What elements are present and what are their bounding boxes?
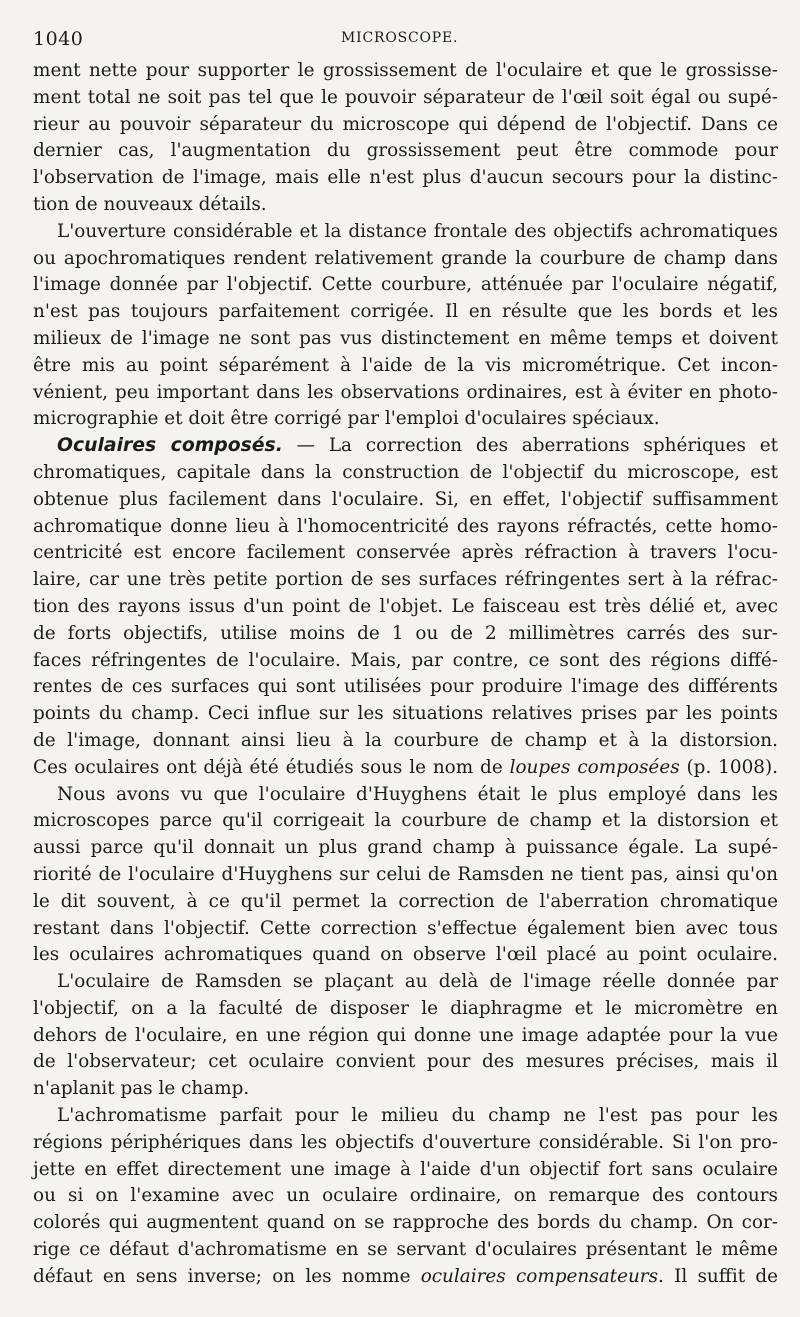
text-line: n'aplanit pas le champ. [33,1078,250,1100]
text-line: de l'observateur; cet oculaire convient pour des mesures précises, mais il [33,1051,778,1073]
text-line: l'observation de l'image, mais elle n'est plus d'aucun secours pour la distinc- [33,167,778,189]
text-line: l'image donnée par l'objectif. Cette courbure, atténuée par l'oculaire négatif, [33,274,778,296]
text-run: (p. 1008). [679,756,778,778]
text-line: micrographie et doit être corrigé par l'emploi d'oculaires spéciaux. [33,408,660,430]
text-line: vénient, peu important dans les observations ordinaires, est à éviter en photo- [33,381,778,403]
text-line: laire, car une très petite portion de ses surfaces réfringentes sert à la réfrac- [33,569,778,591]
page-header [33,28,772,52]
text-line: les oculaires achromatiques quand on observe l'œil placé au point oculaire. [33,944,778,966]
section-heading: Oculaires composés. [57,435,283,457]
text-line: tion de nouveaux détails. [33,193,267,215]
text-line: L'oculaire de Ramsden se plaçant au delà de l'image réelle donnée par [57,971,778,993]
text-line: milieux de l'image ne sont pas vus distinctement en même temps et doivent [33,327,778,349]
text-line: dehors de l'oculaire, en une région qui donne une image adaptée pour la vue [33,1024,778,1046]
italic-term: oculaires compensateurs [420,1265,659,1287]
text-line [33,433,778,460]
running-title: MICROSCOPE. [341,30,459,46]
text-run: . Il suffit de [658,1265,778,1287]
text-line: rieur au pouvoir séparateur du microscope qui dépend de l'objectif. Dans ce [33,113,778,135]
text-line: centricité est encore facilement conservée après réfraction à travers l'ocu- [33,542,778,564]
text-line: tion des rayons issus d'un point de l'objet. Le faisceau est très délié et, avec [33,595,778,617]
text-line: aussi parce qu'il donnait un plus grand champ à puissance égale. La supé- [33,837,778,859]
text-line: colorés qui augmentent quand on se rapproche des bords du champ. On cor- [33,1212,778,1234]
text-line: le dit souvent, à ce qu'il permet la correction de l'aberration chromatique [33,890,778,912]
text-line: obtenue plus facilement dans l'oculaire. Si, en effet, l'objectif suffisamment [33,488,778,510]
text-run: défaut en sens inverse; on les nomme [33,1265,421,1287]
italic-term: loupes composées [509,756,680,778]
text-line: de l'image, donnant ainsi lieu à la courbure de champ et à la distorsion. [33,729,778,751]
text-line: L'ouverture considérable et la distance frontale des objectifs achromatiques [57,220,778,242]
text-line: ou si on l'examine avec un oculaire ordinaire, on remarque des contours [33,1185,778,1207]
text-run: Ces oculaires ont déjà été étudiés sous le nom de [33,756,510,778]
page-number: 1040 [33,28,84,50]
text-line: L'achromatisme parfait pour le milieu du champ ne l'est pas pour les [57,1105,778,1127]
text-line: Nous avons vu que l'oculaire d'Huyghens était le plus employé dans les [57,783,778,805]
text-line: riorité de l'oculaire d'Huyghens sur celui de Ramsden ne tient pas, ainsi qu'on [33,863,778,885]
text-run: — La correction des aberrations sphériques et [282,435,779,457]
text-line: rige ce défaut d'achromatisme en se servant d'oculaires présentant le même [33,1239,778,1261]
text-line: faces réfringentes de l'oculaire. Mais, par contre, ce sont des régions diffé- [33,649,778,671]
text-line: points du champ. Ceci influe sur les situations relatives prises par les points [33,703,778,725]
text-line [33,755,778,782]
text-line: ment total ne soit pas tel que le pouvoir séparateur de l'œil soit égal ou supé- [33,86,778,108]
text-line: chromatiques, capitale dans la construction de l'objectif du microscope, est [33,461,778,483]
text-line: l'objectif, on a la faculté de disposer le diaphragme et le micromètre en [33,997,778,1019]
text-line: régions périphériques dans les objectifs d'ouverture considérable. Si l'on pro- [33,1131,778,1153]
text-line: dernier cas, l'augmentation du grossissement peut être commode pour [33,140,778,162]
text-line: jette en effet directement une image à l'aide d'un objectif fort sans oculaire [33,1158,778,1180]
text-line [33,1264,778,1291]
body-text [33,58,778,1291]
text-line: ment nette pour supporter le grossissement de l'oculaire et que le grossisse- [33,60,778,81]
text-line: microscopes parce qu'il corrigeait la courbure de champ et la distorsion et [33,810,778,832]
text-line: restant dans l'objectif. Cette correction s'effectue également bien avec tous [33,917,778,939]
text-line: de forts objectifs, utilise moins de 1 ou de 2 millimètres carrés des sur- [33,622,778,644]
text-line: être mis au point séparément à l'aide de la vis micrométrique. Cet incon- [33,354,778,376]
text-line: rentes de ces surfaces qui sont utilisées pour produire l'image des différents [33,676,778,698]
text-line: n'est pas toujours parfaitement corrigée. Il en résulte que les bords et les [33,301,778,323]
text-line: achromatique donne lieu à l'homocentricité des rayons réfractés, cette homo- [33,515,778,537]
text-line: ou apochromatiques rendent relativement grande la courbure de champ dans [33,247,778,269]
